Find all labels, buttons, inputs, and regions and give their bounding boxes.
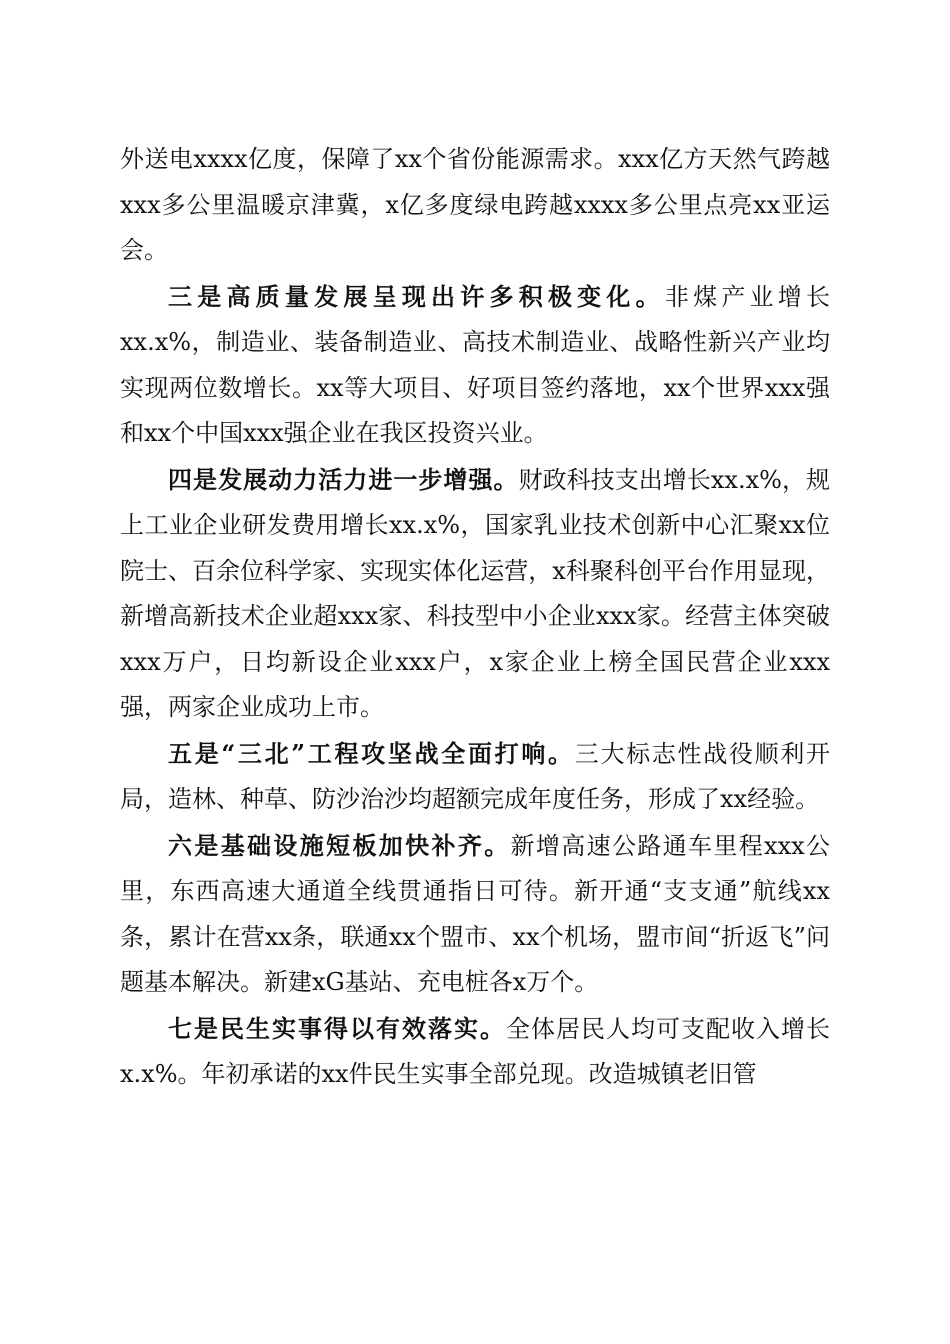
paragraph-text: 全体居民人均可支配收入增长x.x%。年初承诺的xx件民生实事全部兑现。改造城镇老旧管 xyxy=(120,1014,830,1088)
paragraph-item-4 xyxy=(120,457,830,731)
paragraph-item-5 xyxy=(120,731,830,823)
paragraph-lead: 四是发展动力活力进一步增强。 xyxy=(168,464,519,494)
paragraph-lead: 五是“三北”工程攻坚战全面打响。 xyxy=(168,738,575,768)
paragraph-item-3 xyxy=(120,274,830,457)
paragraph-text: 外送电xxxx亿度，保障了xx个省份能源需求。xxx亿方天然气跨越xxx多公里温暖京津冀，x亿多度绿电跨越xxxx多公里点亮xx亚运会。 xyxy=(120,145,830,264)
paragraph-continued xyxy=(120,137,830,274)
paragraph-lead: 六是基础设施短板加快补齐。 xyxy=(168,830,511,860)
paragraph-text: 非煤产业增长xx.x%，制造业、装备制造业、高技术制造业、战略性新兴产业均实现两位数增长。xx等大项目、好项目签约落地，xx个世界xxx强和xx个中国xxx强企业在我区投资兴业。 xyxy=(120,282,831,447)
paragraph-text: 新增高速公路通车里程xxx公里，东西高速大通道全线贯通指日可待。新开通“支支通”航线xx条，累计在营xx条，联通xx个盟市、xx个机场，盟市间“折返飞”问题基本解决。新建xG基站、充电桩各x万个。 xyxy=(120,831,830,996)
paragraph-text: 三大标志性战役顺利开局，造林、种草、防沙治沙均超额完成年度任务，形成了xx经验。 xyxy=(120,739,831,813)
paragraph-item-6 xyxy=(120,823,830,1006)
paragraph-lead: 三是高质量发展呈现出许多积极变化。 xyxy=(168,281,665,311)
document-body xyxy=(120,137,830,1098)
paragraph-text: 财政科技支出增长xx.x%，规上工业企业研发费用增长xx.x%，国家乳业技术创新中心汇聚xx位院士、百余位科学家、实现实体化运营，x科聚科创平台作用显现，新增高新技术企业超xxx家、科技型中小企业xxx家。经营主体突破xxx万户，日均新设企业xxx户，x家企业上榜全国民营企业xxx强，两家企业成功上市。 xyxy=(120,465,830,721)
paragraph-lead: 七是民生实事得以有效落实。 xyxy=(168,1013,506,1043)
paragraph-item-7 xyxy=(120,1006,830,1098)
